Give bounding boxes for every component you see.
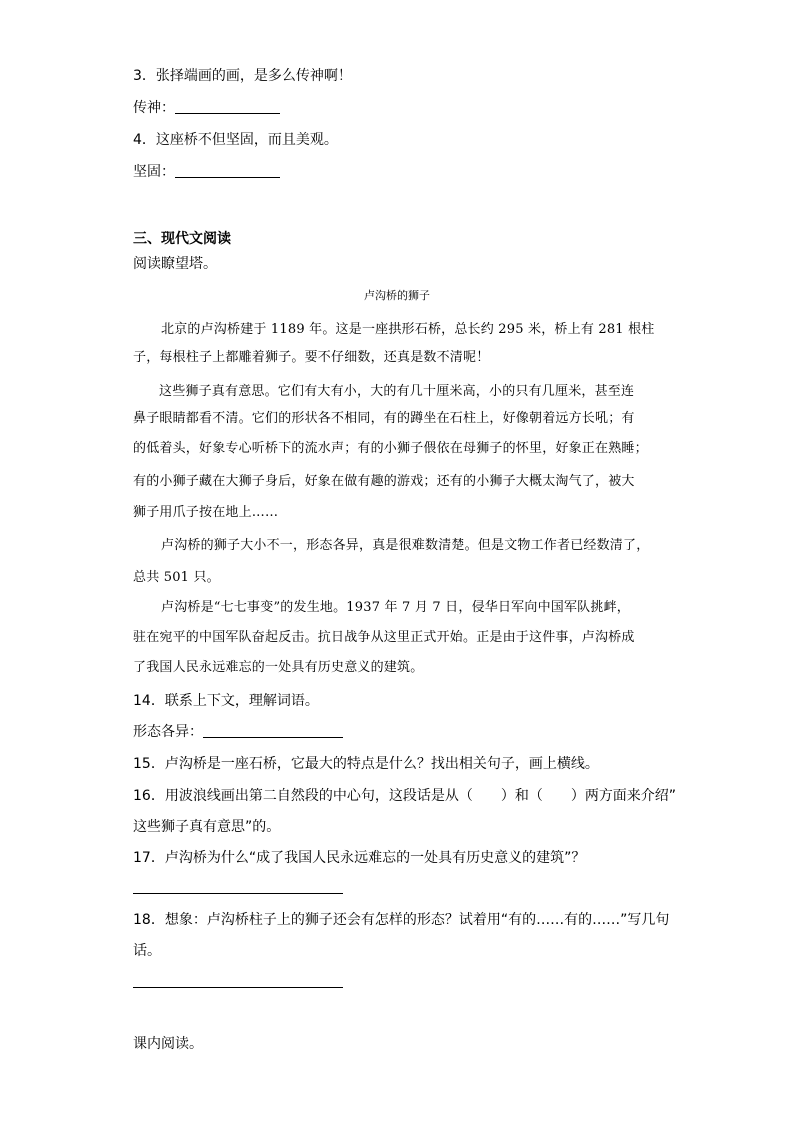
- passage-line: 鼻子眼睛都看不清。它们的形状各不相同，有的蹲坐在石柱上，好像朝着远方长吼；有: [133, 411, 635, 426]
- passage-line: 北京的卢沟桥建于 1189 年。这是一座拱形石桥，总长约 295 米，桥上有 281 根柱: [161, 322, 655, 337]
- question-16-line-2: 这些狮子真有意思”的。: [133, 819, 281, 835]
- question-15: 15．卢沟桥是一座石桥，它最大的特点是什么？找出相关句子，画上横线。: [133, 756, 599, 772]
- passage-line: 卢沟桥的狮子大小不一，形态各异，真是很难数清楚。但是文物工作者已经数清了，: [161, 538, 650, 553]
- question-3: 3．张择端画的画，是多么传神啊！: [133, 68, 352, 84]
- answer-blank-3[interactable]: [175, 99, 280, 114]
- passage-line: 子，每根柱子上都雕着狮子。要不仔细数，还真是数不清呢！: [133, 350, 490, 365]
- answer-label-14: 形态各异：: [133, 724, 203, 740]
- passage-line: 卢沟桥是“七七事变”的发生地。1937 年 7 月 7 日，侵华日军向中国军队挑衅，: [161, 600, 630, 615]
- answer-row-3: [133, 98, 280, 118]
- answer-label-3: 传神：: [133, 100, 175, 116]
- passage-line: 驻在宛平的中国军队奋起反击。抗日战争从这里正式开始。正是由于这件事，卢沟桥成: [133, 630, 635, 645]
- next-section-intro: 课内阅读。: [133, 1036, 203, 1052]
- passage-line: 的低着头，好象专心听桥下的流水声；有的小狮子偎依在母狮子的怀里，好象正在熟睡；: [133, 441, 648, 456]
- question-16-line-1: 16．用波浪线画出第二自然段的中心句，这段话是从（ ）和（ ）两方面来介绍”: [133, 788, 677, 804]
- question-4: 4．这座桥不但坚固，而且美观。: [133, 132, 338, 148]
- reading-intro: 阅读瞭望塔。: [133, 256, 217, 272]
- answer-line-17[interactable]: [133, 893, 343, 894]
- passage-line: 了我国人民永远难忘的一处具有历史意义的建筑。: [133, 660, 424, 675]
- answer-row-4: [133, 162, 280, 182]
- answer-line-18[interactable]: [133, 987, 343, 988]
- answer-blank-14[interactable]: [203, 723, 343, 738]
- question-17: 17．卢沟桥为什么“成了我国人民永远难忘的一处具有历史意义的建筑”？: [133, 850, 586, 866]
- passage-line: 总共 501 只。: [133, 570, 220, 585]
- answer-label-4: 坚固：: [133, 164, 175, 180]
- answer-row-14: [133, 722, 343, 742]
- passage-title: 卢沟桥的狮子: [364, 289, 430, 302]
- passage-line: 这些狮子真有意思。它们有大有小，大的有几十厘米高，小的只有几厘米，甚至连: [159, 384, 635, 399]
- question-14: 14．联系上下文，理解词语。: [133, 693, 319, 709]
- passage-line: 有的小狮子藏在大狮子身后，好象在做有趣的游戏；还有的小狮子大概太淘气了，被大: [133, 474, 635, 489]
- section-title: 三、现代文阅读: [133, 231, 231, 247]
- question-18-line-2: 话。: [133, 943, 161, 959]
- question-18-line-1: 18．想象：卢沟桥柱子上的狮子还会有怎样的形态？试着用“有的……有的……”写几句: [133, 912, 670, 928]
- answer-blank-4[interactable]: [175, 163, 280, 178]
- passage-line: 狮子用爪子按在地上……: [133, 505, 279, 520]
